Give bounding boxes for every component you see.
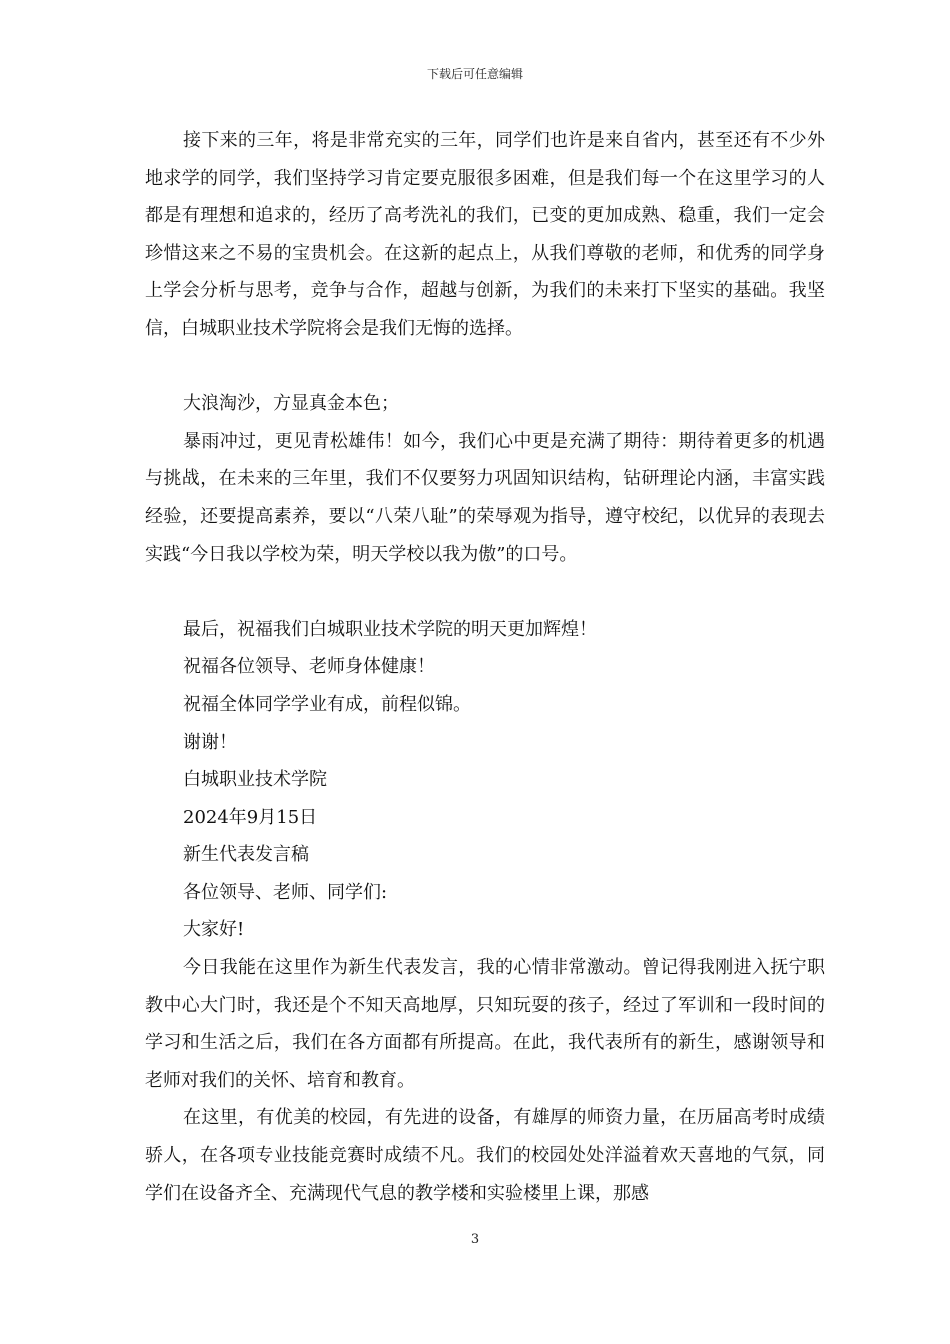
salutation: 各位领导、老师、同学们: — [183, 881, 388, 903]
header-note: 下载后可任意编辑 — [426, 67, 523, 81]
document-body — [145, 122, 825, 1212]
page-number: 3 — [470, 1232, 480, 1247]
paragraph-gap — [145, 573, 825, 611]
paragraph: 祝福全体同学学业有成，前程似锦。 — [183, 693, 471, 715]
greeting: 大家好! — [183, 919, 245, 941]
paragraph: 今日我能在这里作为新生代表发言，我的心情非常激动。曾记得我刚进入抚宁职教中心大门时，我还是个不知天高地厚，只知玩耍的孩子，经过了军训和一段时间的学习和生活之后，我们在各方面都有所提高。在此，我代表所有的新生，感谢领导和老师对我们的关怀、培育和教育。 — [145, 957, 825, 1091]
paragraph: 祝福各位领导、老师身体健康！ — [183, 656, 435, 678]
paragraph: 大浪淘沙，方显真金本色； — [183, 393, 399, 415]
paragraph: 在这里，有优美的校园，有先进的设备，有雄厚的师资力量，在历届高考时成绩骄人，在各项专业技能竞赛时成绩不凡。我们的校园处处洋溢着欢天喜地的气氛，同学们在设备齐全、充满现代气息的教学楼和实验楼里上课，那感 — [145, 1107, 825, 1204]
signature-date: 2024年9月15日 — [183, 806, 318, 828]
paragraph: 接下来的三年，将是非常充实的三年，同学们也许是来自省内，甚至还有不少外地求学的同学，我们坚持学习肯定要克服很多困难，但是我们每一个在这里学习的人都是有理想和追求的，经历了高考洗礼的我们，已变的更加成熟、稳重，我们一定会珍惜这来之不易的宝贵机会。在这新的起点上，从我们尊敬的老师，和优秀的同学身上学会分析与思考，竞争与合作，超越与创新，为我们的未来打下坚实的基础。我坚信，白城职业技术学院将会是我们无悔的选择。 — [145, 130, 825, 339]
signature-org: 白城职业技术学院 — [183, 769, 327, 791]
section-title: 新生代表发言稿 — [183, 844, 309, 866]
paragraph: 最后，祝福我们白城职业技术学院的明天更加辉煌！ — [183, 618, 597, 640]
paragraph: 谢谢！ — [183, 731, 237, 753]
paragraph-gap — [145, 348, 825, 386]
paragraph: 暴雨冲过，更见青松雄伟！如今，我们心中更是充满了期待：期待着更多的机遇与挑战，在未来的三年里，我们不仅要努力巩固知识结构，钻研理论内涵，丰富实践经验，还要提高素养，要以“八荣八耻”的荣辱观为指导，遵守校纪，以优异的表现去实践“今日我以学校为荣，明天学校以我为傲”的口号。 — [145, 430, 825, 565]
